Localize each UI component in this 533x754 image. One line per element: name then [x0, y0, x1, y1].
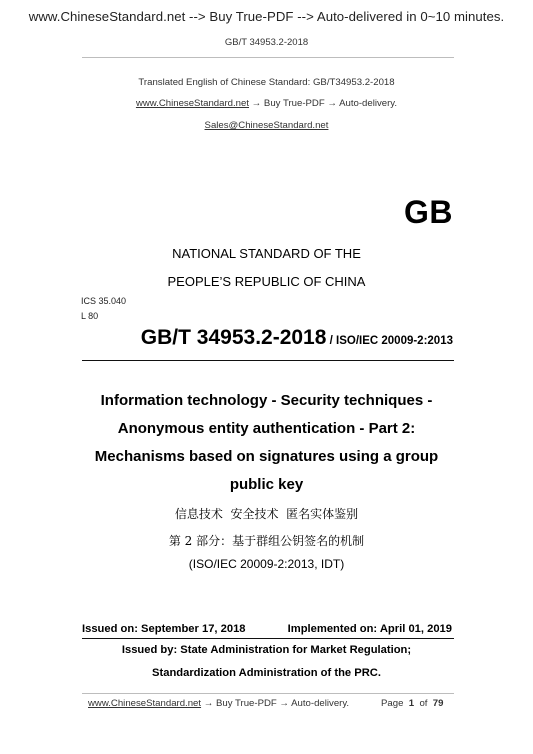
standard-number-rule	[82, 360, 454, 361]
authority-line-2: PEOPLE’S REPUBLIC OF CHINA	[167, 274, 366, 289]
intro-email-line	[0, 120, 533, 131]
title-line-1: Information technology - Security techniques -	[100, 392, 433, 409]
top-banner: www.ChineseStandard.net --> Buy True-PDF --> Auto-delivered in 0~10 minutes.	[28, 9, 505, 24]
authority-line-1: NATIONAL STANDARD OF THE	[172, 246, 361, 261]
title-cn-line-2: 第 2 部分：基于群组公钥签名的机制	[168, 534, 365, 548]
ics-code: ICS 35.040	[81, 296, 127, 306]
title-cn-line-1: 信息技术 安全技术 匿名实体鉴别	[174, 507, 359, 521]
page-total: 79	[432, 698, 444, 709]
standard-number	[141, 326, 453, 350]
adoption-note: (ISO/IEC 20009-2:2013, IDT)	[188, 557, 345, 571]
issued-date: Issued on: September 17, 2018	[82, 623, 246, 635]
standard-number-main: GB/T 34953.2-2018	[140, 326, 327, 349]
header-divider	[82, 57, 454, 58]
header-standard-code: GB/T 34953.2-2018	[224, 37, 309, 48]
page-current: 1	[408, 698, 415, 709]
footer-divider	[82, 693, 454, 694]
page-label: Page	[381, 698, 404, 709]
intro-site-line	[0, 98, 533, 109]
standard-equivalent: / ISO/IEC 20009-2:2013	[326, 335, 453, 347]
footer-site-line	[88, 698, 349, 709]
translated-notice: Translated English of Chinese Standard: GB/T34953.2-2018	[138, 77, 395, 88]
footer-buy-text: → Buy True-PDF → Auto-delivery.	[201, 698, 350, 709]
intro-site-link[interactable]: www.ChineseStandard.net	[135, 98, 249, 109]
title-line-2: Anonymous entity authentication - Part 2:	[117, 420, 416, 437]
dates-rule	[82, 638, 454, 639]
title-line-4: public key	[229, 476, 304, 493]
implemented-date: Implemented on: April 01, 2019	[287, 623, 452, 635]
ccs-code: L 80	[81, 311, 99, 321]
footer-site-link[interactable]: www.ChineseStandard.net	[88, 698, 202, 709]
page-indicator	[381, 698, 443, 709]
issuer-line-2: Standardization Administration of the PRC.	[152, 667, 381, 679]
issuer-line-1: Issued by: State Administration for Market Regulation;	[121, 644, 412, 656]
sales-email-link[interactable]: Sales@ChineseStandard.net	[204, 120, 329, 131]
intro-buy-text: → Buy True-PDF → Auto-delivery.	[249, 98, 398, 109]
page-of-label: of	[419, 698, 428, 709]
gb-logo: GB	[404, 194, 453, 230]
title-line-3: Mechanisms based on signatures using a group	[94, 448, 439, 465]
